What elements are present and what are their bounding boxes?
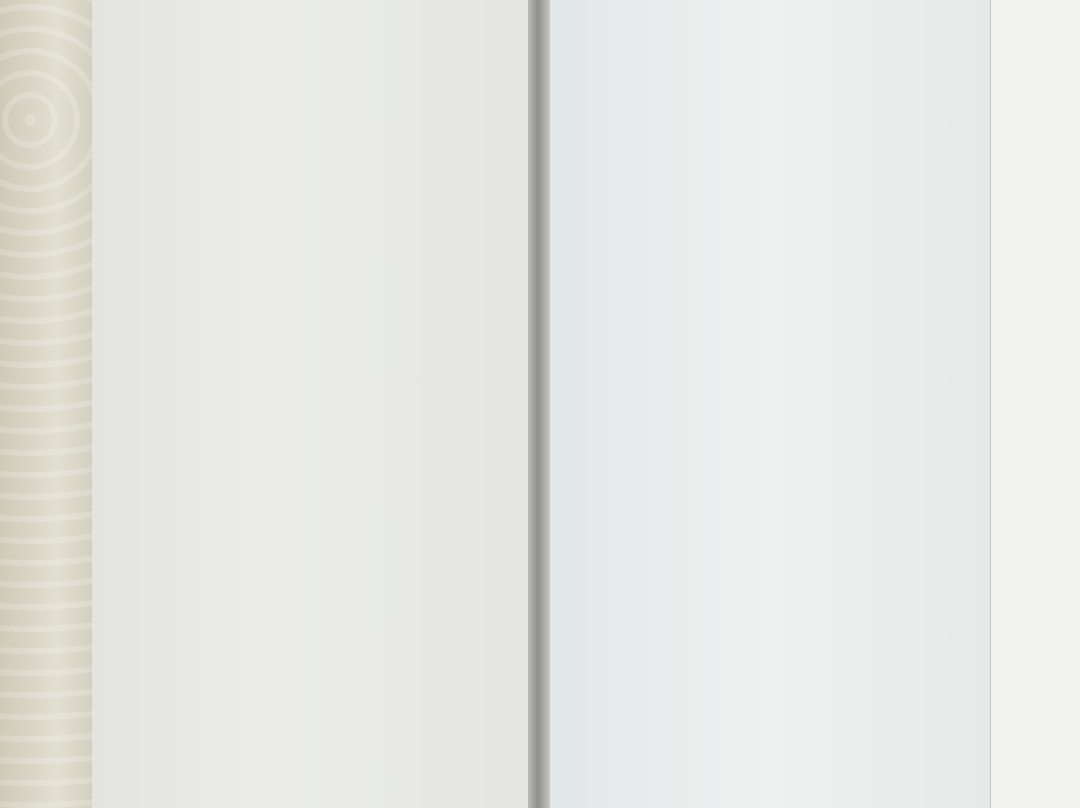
tablecloth-background (0, 0, 95, 808)
menu-page-left (92, 0, 530, 808)
menu-fold (528, 0, 550, 808)
menu-page-right (990, 0, 1080, 808)
menu-page-middle (550, 0, 990, 808)
